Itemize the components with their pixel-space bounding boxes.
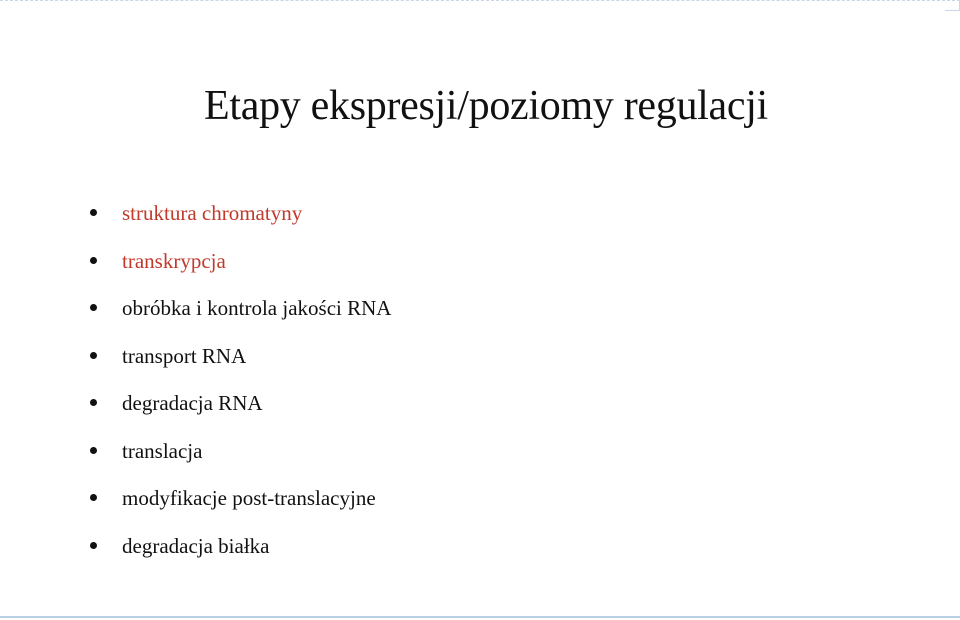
bullet-dot-icon <box>90 494 97 501</box>
list-item-label: struktura chromatyny <box>122 201 303 225</box>
bullet-dot-icon <box>90 352 97 359</box>
list-item-label: modyfikacje post-translacyjne <box>122 486 376 510</box>
list-item-label: degradacja białka <box>122 533 270 558</box>
bullet-dot-icon <box>90 399 97 406</box>
bullet-dot-icon <box>90 304 97 311</box>
slide-bottom-border <box>0 616 960 618</box>
slide-title: Etapy ekspresji/poziomy regulacji <box>204 83 768 129</box>
bullet-dot-icon <box>90 209 97 216</box>
bullet-dot-icon <box>90 542 97 549</box>
list-item-label: degradacja RNA <box>122 391 263 415</box>
list-item-label: obróbka i kontrola jakości RNA <box>122 296 392 320</box>
bullet-dot-icon <box>90 257 97 264</box>
bullet-dot-icon <box>90 447 97 454</box>
list-item-label: transkrypcja <box>122 248 226 273</box>
slide-corner-mark <box>945 0 960 11</box>
slide-top-border <box>0 0 960 1</box>
list-item-label: transport RNA <box>122 343 247 368</box>
list-item-label: translacja <box>122 438 203 463</box>
